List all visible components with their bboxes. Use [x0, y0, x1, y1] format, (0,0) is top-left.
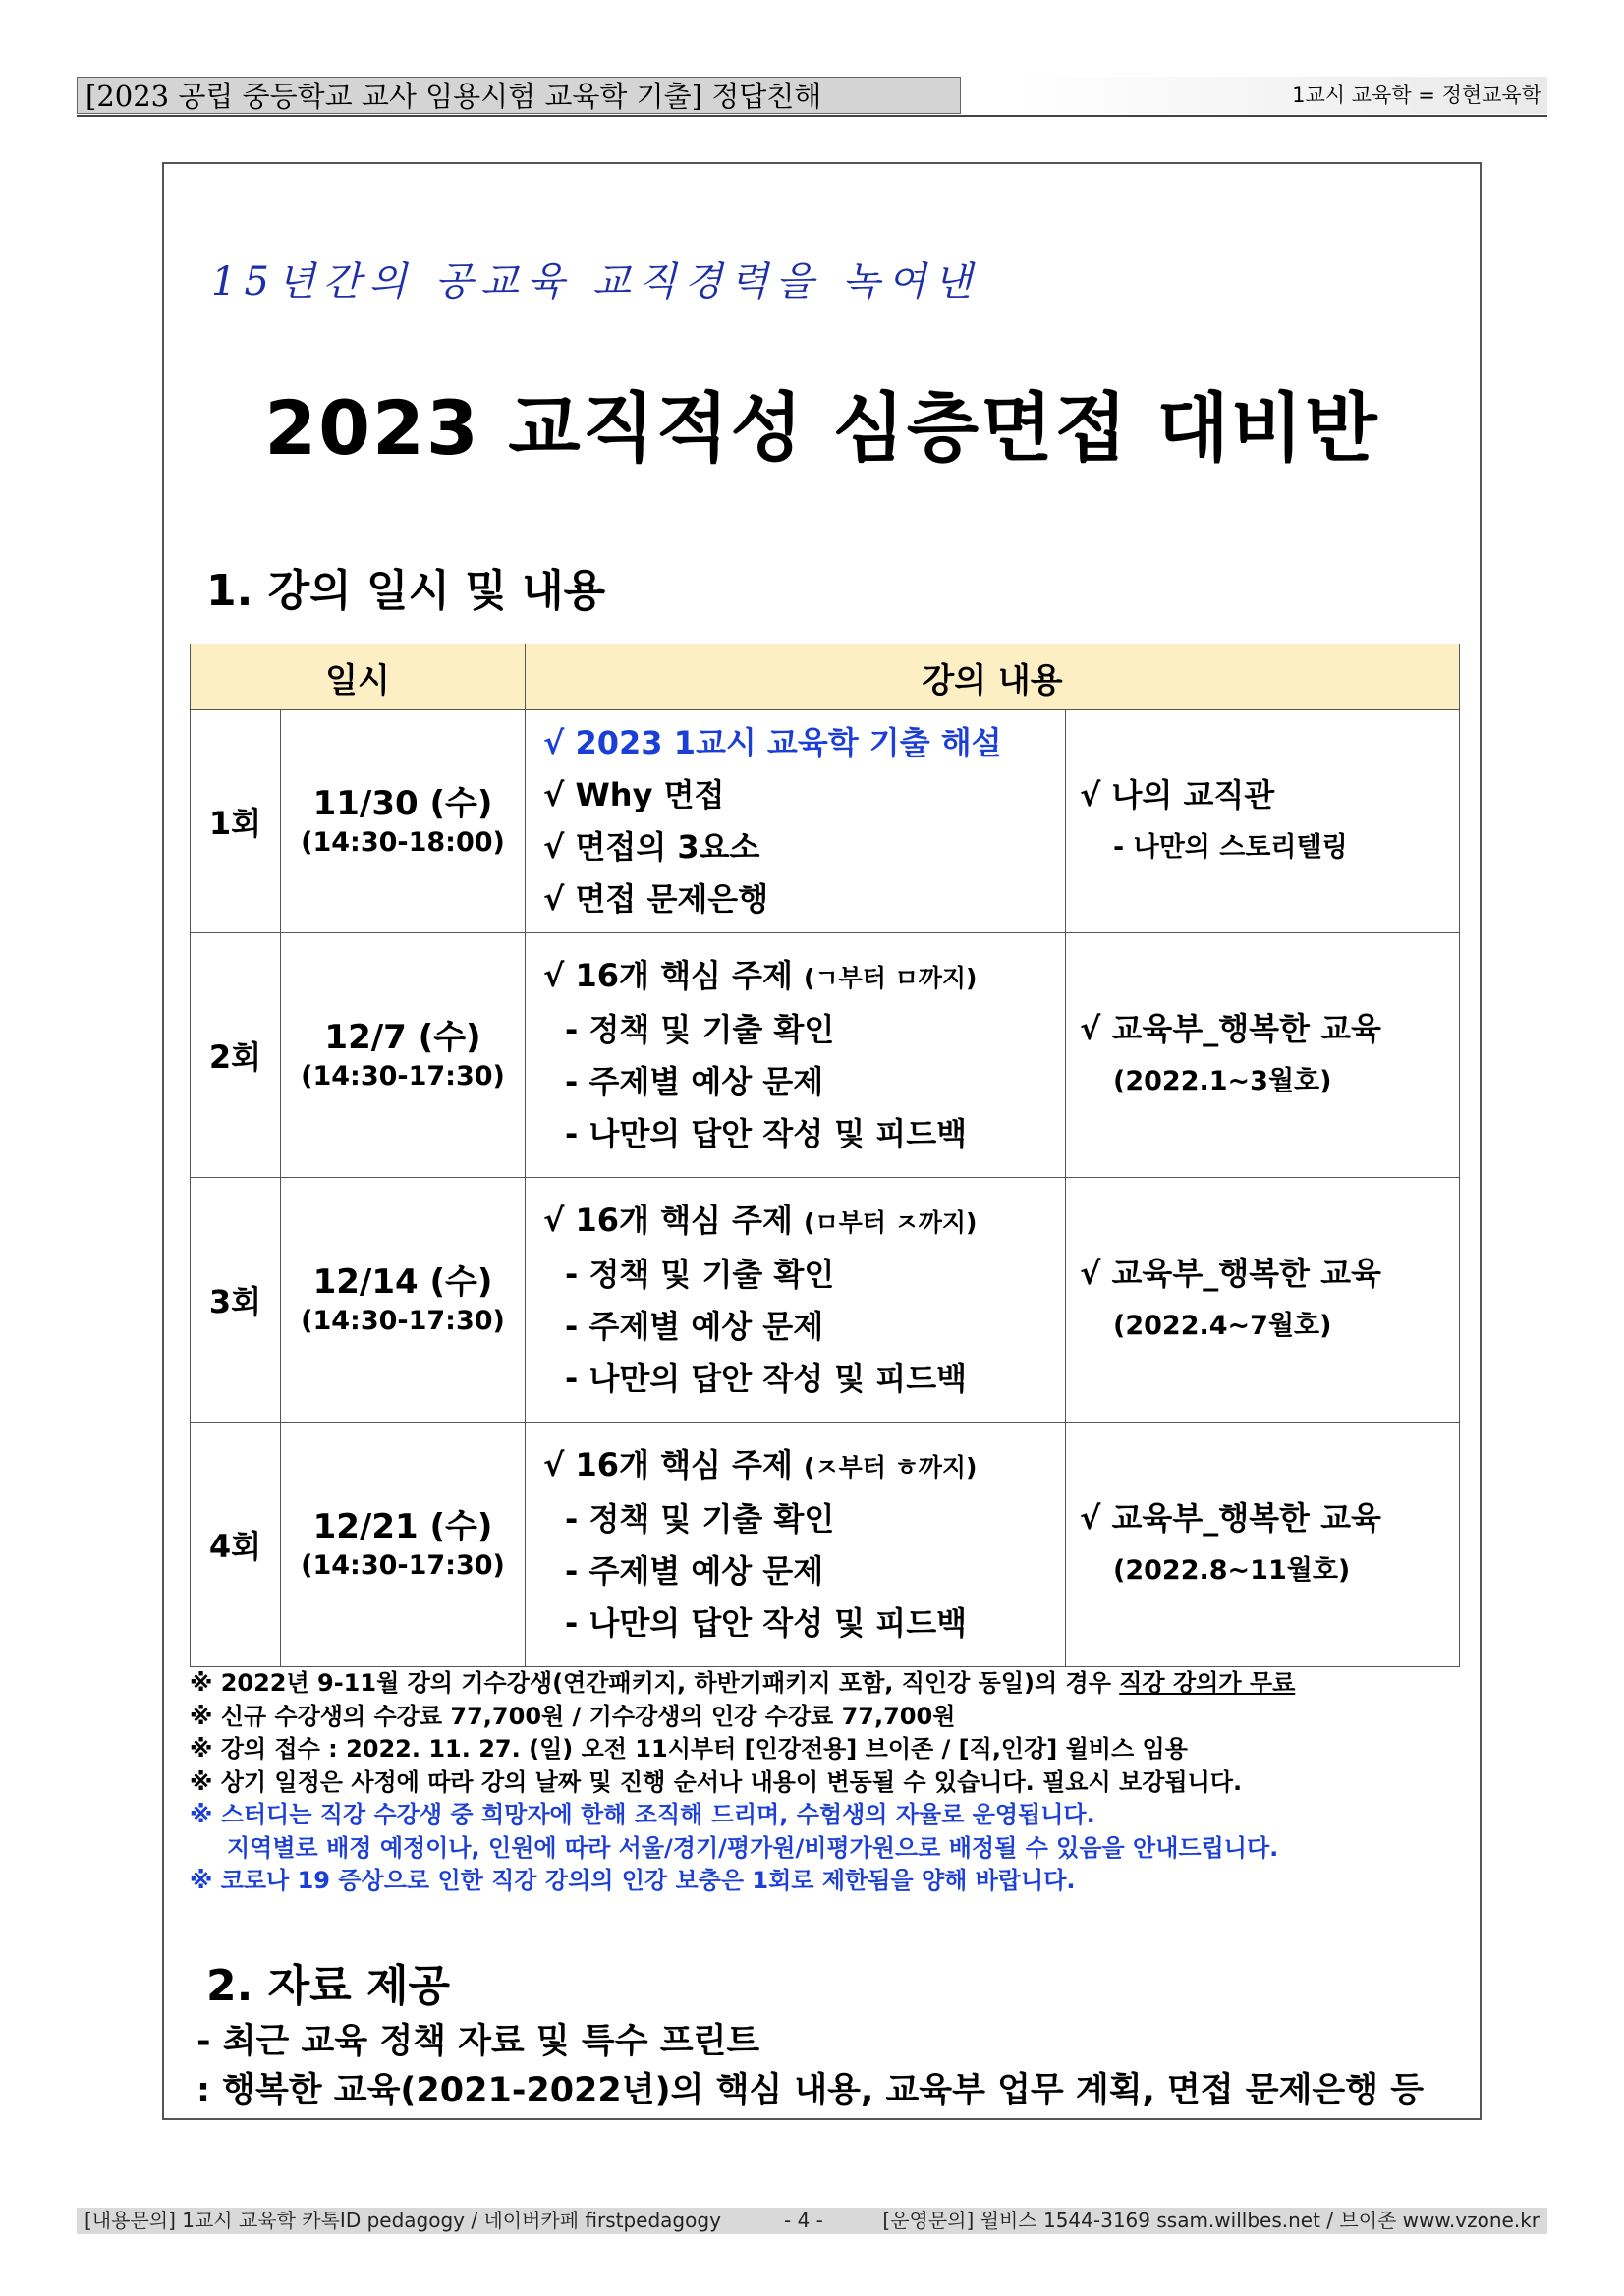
extra-subline: (2022.8~11월호) — [1113, 1555, 1351, 1586]
topic-line: - 나만의 답안 작성 및 피드백 — [565, 1360, 968, 1397]
session-date-cell — [281, 1423, 526, 1667]
note-free-lecture-text: ※ 2022년 9-11월 강의 기수강생(연간패키지, 하반기패키지 포함, 직인강 동일)의 경우 — [190, 1669, 1120, 1697]
note-fee: ※ 신규 수강생의 수강료 77,700원 / 기수강생의 인강 수강료 77,700원 — [190, 1702, 956, 1730]
session-date: 11/30 (수) — [312, 784, 493, 823]
topic-heading — [543, 1439, 1065, 1493]
session-time: (14:30-17:30) — [301, 1061, 505, 1092]
topic-heading — [543, 950, 1065, 1004]
materials-line: - 최근 교육 정책 자료 및 특수 프린트 — [196, 2022, 760, 2061]
session-time: (14:30-17:30) — [301, 1550, 505, 1581]
session-topics — [526, 933, 1066, 1178]
table-row — [191, 1178, 1460, 1423]
session-extra — [1066, 1423, 1460, 1667]
session-topics — [526, 1423, 1066, 1667]
topic-line: - 정책 및 기출 확인 — [565, 1256, 835, 1293]
topic-heading-text: √ 16개 핵심 주제 — [543, 957, 793, 994]
footer-bar — [77, 2208, 1547, 2234]
footer-page-number: - 4 - — [784, 2209, 823, 2232]
schedule-table — [190, 644, 1460, 1667]
topic-line: - 나만의 답안 작성 및 피드백 — [565, 1115, 968, 1152]
topic-line: √ 2023 1교시 교육학 기출 해설 — [543, 724, 1002, 761]
topic-line: √ 면접 문제은행 — [543, 880, 769, 918]
header-content: 강의 내용 — [526, 644, 1460, 710]
table-header-row — [191, 644, 1460, 710]
session-date-cell — [281, 1178, 526, 1423]
topic-line: - 주제별 예상 문제 — [565, 1308, 824, 1345]
session-time: (14:30-17:30) — [301, 1306, 505, 1336]
page-title: 2023 교직적성 심층면접 대비반 — [264, 384, 1379, 472]
table-row — [191, 933, 1460, 1178]
header-date: 일시 — [191, 644, 526, 710]
extra-line: √ 나의 교직관 — [1080, 776, 1275, 813]
topic-line: √ 면접의 3요소 — [543, 828, 760, 866]
session-number: 1회 — [191, 710, 281, 933]
topic-line: - 정책 및 기출 확인 — [565, 1500, 835, 1538]
session-extra — [1066, 710, 1460, 933]
materials-detail-line: : 행복한 교육(2021-2022년)의 핵심 내용, 교육부 업무 계획, 면접 문제은행 등 — [196, 2071, 1425, 2110]
topic-line: √ Why 면접 — [543, 776, 725, 813]
document-header-subject: 1교시 교육학 = 정현교육학 — [1017, 77, 1547, 114]
session-number: 3회 — [191, 1178, 281, 1423]
topic-line: - 정책 및 기출 확인 — [565, 1011, 835, 1048]
topic-range: (ㄱ부터 ㅁ까지) — [804, 964, 978, 992]
notes-block — [190, 1667, 1467, 1898]
note-covid: ※ 코로나 19 증상으로 인한 직강 강의의 인강 보충은 1회로 제한됨을 양해 바랍니다. — [190, 1867, 1076, 1894]
extra-line: √ 교육부_행복한 교육 — [1080, 1499, 1381, 1537]
session-date: 12/7 (수) — [324, 1018, 481, 1057]
note-study-group: ※ 스터디는 직강 수강생 중 희망자에 한해 조직해 드리며, 수험생의 자율로 운영됩니다. — [190, 1801, 1095, 1828]
topic-line: - 주제별 예상 문제 — [565, 1063, 824, 1100]
extra-line: √ 교육부_행복한 교육 — [1080, 1010, 1381, 1047]
session-extra — [1066, 933, 1460, 1178]
topic-line: - 주제별 예상 문제 — [565, 1552, 824, 1590]
topic-heading — [543, 1195, 1065, 1249]
session-time: (14:30-18:00) — [301, 827, 505, 858]
session-topics — [526, 1178, 1066, 1423]
extra-line: √ 교육부_행복한 교육 — [1080, 1255, 1381, 1292]
topic-heading-text: √ 16개 핵심 주제 — [543, 1446, 793, 1484]
footer-contact: [내용문의] 1교시 교육학 카톡ID pedagogy / 네이버카페 firstpedagogy — [84, 2209, 721, 2232]
extra-subline: (2022.4~7월호) — [1113, 1311, 1332, 1341]
note-free-lecture — [190, 1667, 1467, 1701]
document-header-title: [2023 공립 중등학교 교사 임용시험 교육학 기출] 정답친해 — [77, 77, 961, 114]
section-title-materials: 2. 자료 제공 — [206, 1961, 450, 2011]
topic-heading-text: √ 16개 핵심 주제 — [543, 1202, 793, 1239]
topic-range: (ㅈ부터 ㅎ까지) — [804, 1453, 978, 1482]
session-date-cell — [281, 710, 526, 933]
section-title-schedule: 1. 강의 일시 및 내용 — [206, 566, 606, 616]
extra-subline: - 나만의 스토리텔링 — [1113, 832, 1348, 863]
topic-line: - 나만의 답안 작성 및 피드백 — [565, 1604, 968, 1642]
note-study-region: 지역별로 배정 예정이나, 인원에 따라 서울/경기/평가원/비평가원으로 배정될 수 있음을 안내드립니다. — [227, 1833, 1279, 1862]
note-schedule-change: ※ 상기 일정은 사정에 따라 강의 날짜 및 진행 순서나 내용이 변동될 수 있습니다. 필요시 보강됩니다. — [190, 1767, 1243, 1796]
extra-subline: (2022.1~3월호) — [1113, 1066, 1332, 1096]
session-date: 12/14 (수) — [312, 1262, 493, 1302]
header-divider — [77, 115, 1547, 117]
footer-operation: [운영문의] 윌비스 1544-3169 ssam.willbes.net / 브이존 www.vzone.kr — [882, 2209, 1540, 2232]
session-number: 2회 — [191, 933, 281, 1178]
session-number: 4회 — [191, 1423, 281, 1667]
topic-range: (ㅁ부터 ㅈ까지) — [804, 1208, 978, 1237]
session-topics — [526, 710, 1066, 933]
table-row — [191, 1423, 1460, 1667]
slogan: 15년간의 공교육 교직경력을 녹여낸 — [211, 259, 980, 305]
note-registration: ※ 강의 접수 : 2022. 11. 27. (일) 오전 11시부터 [인강전용] 브이존 / [직,인강] 윌비스 임용 — [190, 1735, 1188, 1763]
table-row — [191, 710, 1460, 933]
session-date-cell — [281, 933, 526, 1178]
note-free-lecture-emphasis: 직강 강의가 무료 — [1119, 1669, 1296, 1697]
session-extra — [1066, 1178, 1460, 1423]
session-date: 12/21 (수) — [312, 1507, 493, 1546]
